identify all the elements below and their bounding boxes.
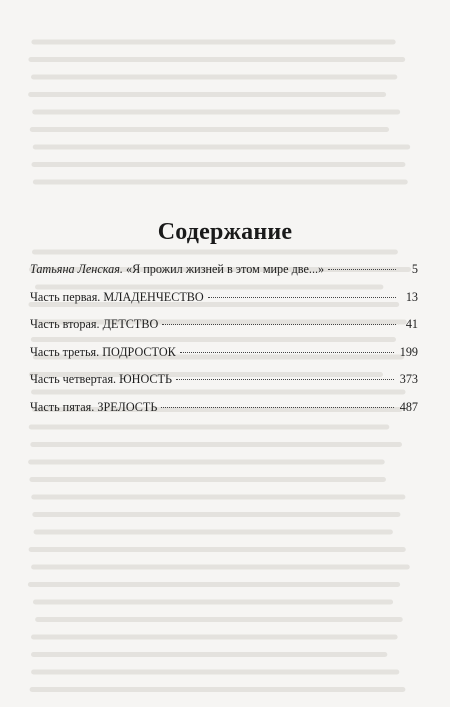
toc-entry-title: Часть первая. МЛАДЕНЧЕСТВО <box>30 289 204 304</box>
toc-entry-title <box>30 262 328 276</box>
table-of-contents <box>30 262 418 427</box>
dot-leader <box>180 352 394 353</box>
toc-entry-title-text: «Я прожил жизней в этом мире две...» <box>126 262 325 276</box>
page-title: Содержание <box>157 219 293 246</box>
toc-entry-author: Татьяна Ленская. <box>30 262 123 276</box>
toc-entry <box>30 372 418 400</box>
toc-entry-page: 373 <box>399 372 418 386</box>
dot-leader <box>176 379 394 380</box>
toc-entry-page: 41 <box>405 317 418 331</box>
toc-entry <box>30 345 418 373</box>
toc-entry-title: Часть третья. ПОДРОСТОК <box>30 344 176 359</box>
toc-entry <box>30 317 418 345</box>
toc-entry-page: 487 <box>399 399 418 414</box>
toc-entry-page: 199 <box>399 344 418 359</box>
toc-entry-page: 13 <box>405 289 418 304</box>
toc-entry <box>30 262 418 290</box>
toc-entry-title: Часть четвертая. ЮНОСТЬ <box>30 372 172 386</box>
toc-entry-title: Часть вторая. ДЕТСТВО <box>30 317 159 331</box>
dot-leader <box>161 407 393 408</box>
dot-leader <box>208 297 396 298</box>
toc-entry <box>30 290 418 318</box>
toc-entry <box>30 400 418 428</box>
dot-leader <box>162 324 396 325</box>
toc-entry-title: Часть пятая. ЗРЕЛОСТЬ <box>30 399 158 414</box>
toc-entry-page: 5 <box>411 262 418 276</box>
dot-leader <box>328 269 396 270</box>
